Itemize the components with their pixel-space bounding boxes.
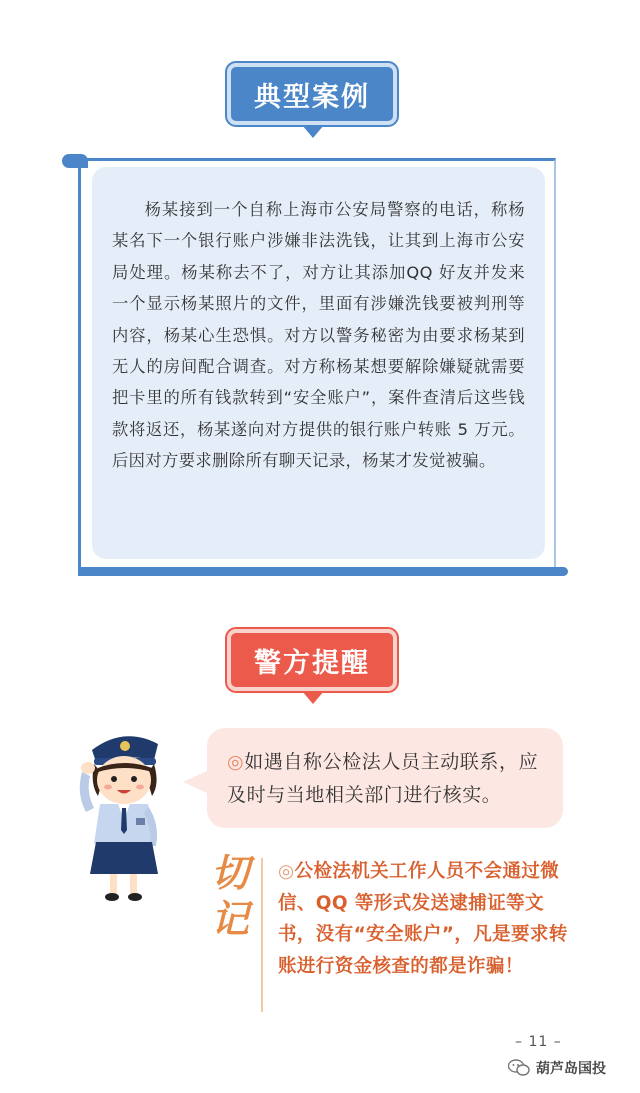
case-section-badge xyxy=(227,63,397,125)
watermark xyxy=(508,1058,606,1078)
case-section-title: 典型案例 xyxy=(227,63,397,125)
warning-section-title: 警方提醒 xyxy=(227,629,397,691)
badge-pointer xyxy=(302,125,324,138)
reminder-message: 如遇自称公检法人员主动联系，应及时与当地相关部门进行核实。 xyxy=(227,751,539,806)
wechat-icon xyxy=(508,1059,530,1077)
badge-pointer xyxy=(302,691,324,704)
bullet-icon: ◎ xyxy=(227,751,245,773)
speech-bubble xyxy=(207,728,563,828)
bullet-icon: ◎ xyxy=(278,861,295,882)
remember-text xyxy=(278,856,568,982)
remember-message: 公检法机关工作人员不会通过微信、QQ 等形式发送逮捕证等文书，没有“安全账户”，凡是要求转账进行资金核查的都是诈骗！ xyxy=(278,861,568,977)
remember-char-1: 切 xyxy=(210,850,249,895)
case-card xyxy=(92,167,545,559)
scroll-curl xyxy=(62,154,88,168)
case-story-text: 杨某接到一个自称上海市公安局警察的电话，称杨某名下一个银行账户涉嫌非法洗钱，让其到上海市公安局处理。杨某称去不了，对方让其添加QQ 好友并发来一个显示杨某照片的文件，里面有涉嫌洗钱要被判刑等内容，杨某心生恐惧。对方以警务秘密为由要求杨某到无人的房间配合调查。对方称杨某想要解除嫌疑就需要把卡里的所有钱款转到“安全账户”，案件查清后这些钱款将返还，杨某遂向对方提供的银行账户转账 5 万元。后因对方要求删除所有聊天记录，杨某才发觉被骗。 xyxy=(112,200,525,471)
remember-label xyxy=(206,850,254,960)
scroll-bottom-bar xyxy=(78,567,568,576)
divider xyxy=(261,858,263,1012)
watermark-text: 葫芦岛国投 xyxy=(536,1061,606,1077)
remember-char-2: 记 xyxy=(210,896,249,941)
reminder-text xyxy=(227,746,549,812)
warning-section-badge xyxy=(227,629,397,691)
police-officer-saluting-icon xyxy=(74,724,174,904)
speech-bubble-tail xyxy=(183,770,209,794)
page-number: – 11 – xyxy=(515,1034,562,1050)
